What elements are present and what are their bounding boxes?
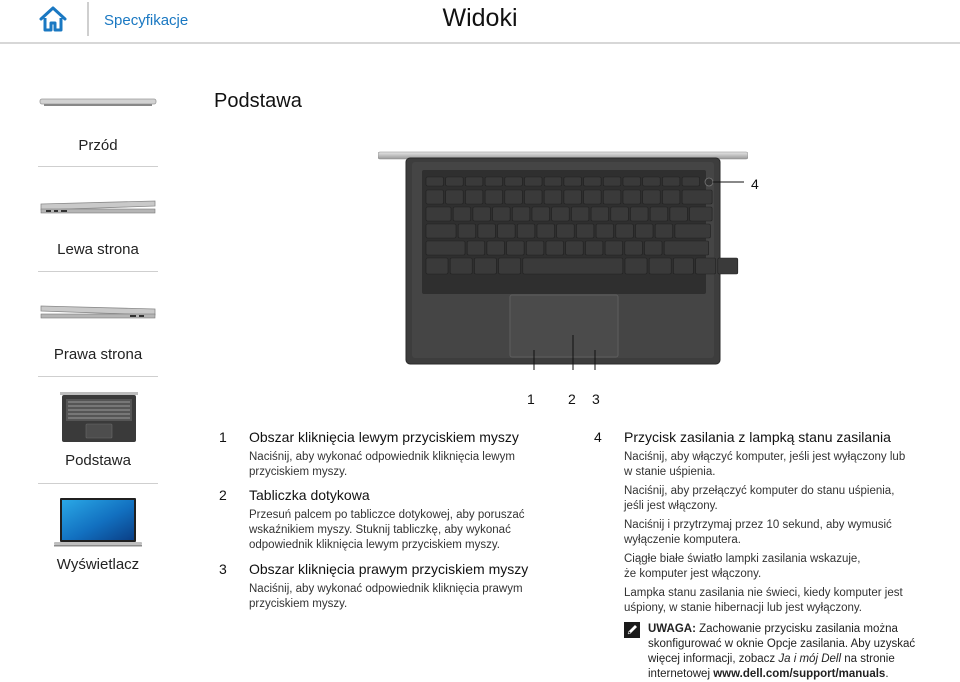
sidebar-item-right-side[interactable] [38, 290, 158, 378]
description-line: Lampka stanu zasilania nie świeci, kiedy komputer jest [624, 587, 903, 599]
keyboard-key [585, 241, 603, 255]
keyboard-key [505, 190, 523, 204]
keyboard-key [623, 190, 641, 204]
keyboard-key [453, 207, 471, 221]
note-line-1 [648, 622, 898, 637]
keyboard-key [696, 258, 716, 274]
keyboard-key [636, 224, 654, 238]
description-line: uśpiony, w stanie hibernacji lub jest wyłączony. [624, 602, 862, 614]
keyboard-key [525, 190, 543, 204]
keyboard-key [584, 190, 602, 204]
keyboard-key [591, 207, 609, 221]
keyboard-key [487, 241, 505, 255]
keyboard-key [557, 224, 575, 238]
description-number: 2 [219, 487, 227, 503]
keyboard-key [446, 190, 464, 204]
keyboard-key [485, 190, 503, 204]
description-line: jeśli jest włączony. [624, 500, 718, 512]
description-title: Obszar kliknięcia lewym przyciskiem myszy [249, 429, 519, 445]
laptop-right-side-thumbnail [38, 303, 158, 321]
keyboard-key [625, 258, 647, 274]
keyboard-key [664, 241, 709, 255]
description-line: Naciśnij i przytrzymaj przez 10 sekund, aby wymusić [624, 519, 892, 531]
description-item-1 [219, 429, 579, 479]
laptop-left-side-thumbnail [38, 198, 158, 216]
keyboard-key [623, 177, 641, 186]
keyboard-key [544, 177, 562, 186]
pencil-note-icon [624, 622, 640, 638]
section-title: Podstawa [214, 90, 302, 112]
keyboard-key [625, 241, 643, 255]
note-text: więcej informacji, zobacz [648, 653, 779, 665]
keyboard-key [426, 207, 451, 221]
note-line-2: skonfigurować w oknie Opcje zasilania. Aby uzyskać [648, 638, 916, 650]
keyboard-key [603, 190, 621, 204]
keyboard-key [426, 190, 444, 204]
sidebar-item-base[interactable] [38, 392, 158, 484]
keyboard-key [512, 207, 530, 221]
sidebar-item-left-side[interactable] [38, 185, 158, 273]
keyboard-key [474, 258, 496, 274]
description-number: 1 [219, 429, 227, 445]
keyboard-key [478, 224, 496, 238]
keyboard-key [485, 177, 503, 186]
keyboard-key [718, 258, 738, 274]
description-line: Naciśnij, aby wykonać odpowiednik kliknięcia lewym [249, 451, 515, 463]
laptop-base-thumbnail [38, 392, 158, 444]
keyboard-key [493, 207, 511, 221]
keyboard-key [465, 177, 483, 186]
keyboard-key [643, 177, 661, 186]
keyboard-key [517, 224, 535, 238]
keyboard-key [498, 224, 515, 238]
callout-1: 1 [527, 391, 535, 407]
note-text: internetowej [648, 668, 714, 680]
manuals-link[interactable]: www.dell.com/support/manuals [713, 668, 886, 680]
laptop-display-thumbnail [38, 498, 158, 548]
keyboard-key [603, 177, 621, 186]
description-line: przyciskiem myszy. [249, 466, 348, 478]
callout-4: 4 [751, 176, 759, 192]
sidebar-item-display[interactable] [38, 498, 158, 586]
sidebar-item-label: Lewa strona [57, 241, 139, 258]
keyboard-key [682, 177, 700, 186]
keyboard-key [649, 258, 671, 274]
sidebar-separator [38, 483, 158, 484]
description-number: 3 [219, 561, 227, 577]
sidebar-separator [38, 376, 158, 377]
note-text: . [885, 668, 889, 680]
keyboard-key [690, 207, 713, 221]
keyboard-key [675, 224, 711, 238]
keyboard-key [426, 258, 448, 274]
keyboard-key [566, 241, 584, 255]
description-line: Naciśnij, aby włączyć komputer, jeśli jest wyłączony lub [624, 451, 906, 463]
keyboard-key [616, 224, 634, 238]
keyboard-key [523, 258, 623, 274]
keyboard-key [596, 224, 614, 238]
description-line: Naciśnij, aby wykonać odpowiednik kliknięcia prawym [249, 583, 523, 595]
keyboard-key [682, 190, 712, 204]
keyboard-key [643, 190, 661, 204]
keyboard-key [584, 177, 602, 186]
keyboard-key [525, 177, 543, 186]
keyboard-key [631, 207, 649, 221]
keyboard-key [505, 177, 523, 186]
note-text: Zachowanie przycisku zasilania można [695, 623, 898, 635]
keyboard-key [426, 241, 465, 255]
keyboard-key [499, 258, 521, 274]
keyboard-key [473, 207, 491, 221]
sidebar-item-label: Podstawa [65, 452, 131, 469]
description-item-3 [219, 561, 579, 611]
keyboard-key [605, 241, 623, 255]
keyboard-key [507, 241, 524, 255]
callout-3: 3 [592, 391, 600, 407]
sidebar-item-label: Przód [78, 137, 118, 154]
sidebar-separator [38, 271, 158, 272]
keyboard-key [446, 177, 464, 186]
description-line: odpowiednik kliknięcia lewym przyciskiem myszy. [249, 539, 500, 551]
sidebar-item-label: Prawa strona [53, 346, 143, 363]
keyboard-key [611, 207, 629, 221]
description-title: Obszar kliknięcia prawym przyciskiem myszy [249, 561, 529, 577]
keyboard-key [564, 190, 582, 204]
page-title: Widoki [442, 4, 518, 32]
description-line: wskaźnikiem myszy. Stuknij tabliczkę, aby wykonać [249, 524, 511, 536]
keyboard-key [673, 258, 693, 274]
keyboard-key [571, 207, 589, 221]
description-line: w stanie uśpienia. [624, 466, 716, 478]
keyboard-key [670, 207, 688, 221]
note-block [624, 620, 954, 682]
laptop-front-thumbnail [38, 95, 158, 109]
callout-2: 2 [568, 391, 576, 407]
keyboard-key [662, 190, 680, 204]
note-line-3 [648, 652, 895, 667]
note-line-4 [648, 667, 889, 682]
laptop-base-illustration [378, 150, 748, 370]
note-doc-title: Ja i mój Dell [778, 653, 842, 665]
keyboard-key [537, 224, 555, 238]
description-line: Ciągłe białe światło lampki zasilania wskazuje, [624, 553, 861, 565]
description-title: Przycisk zasilania z lampką stanu zasilania [624, 429, 891, 445]
note-label: UWAGA: [648, 623, 696, 635]
keyboard-key [650, 207, 668, 221]
description-title: Tabliczka dotykowa [249, 487, 370, 503]
keyboard-key [426, 224, 456, 238]
description-item-2 [219, 487, 579, 555]
keyboard-key [564, 177, 582, 186]
description-line: że komputer jest włączony. [624, 568, 762, 580]
keyboard-key [552, 207, 570, 221]
description-line: przyciskiem myszy. [249, 598, 348, 610]
header [0, 0, 960, 44]
description-item-4 [594, 429, 954, 619]
keyboard-key [458, 224, 476, 238]
description-line: Przesuń palcem po tabliczce dotykowej, aby poruszać [249, 509, 525, 521]
keyboard-key [526, 241, 544, 255]
specifications-link[interactable]: Specyfikacje [104, 12, 189, 29]
note-text: na stronie [841, 653, 895, 665]
sidebar-separator [38, 166, 158, 167]
sidebar-item-front[interactable] [38, 80, 158, 168]
description-line: Naciśnij, aby przełączyć komputer do stanu uśpienia, [624, 485, 895, 497]
keyboard-key [645, 241, 663, 255]
keyboard-key [576, 224, 594, 238]
keyboard-key [450, 258, 472, 274]
keyboard-key [655, 224, 673, 238]
keyboard-key [546, 241, 564, 255]
keyboard-key [532, 207, 550, 221]
description-line: wyłączenie komputera. [624, 534, 741, 546]
keyboard-key [426, 177, 444, 186]
keyboard-key [467, 241, 485, 255]
sidebar-item-label: Wyświetlacz [56, 556, 140, 573]
keyboard-key [544, 190, 562, 204]
description-number: 4 [594, 429, 602, 445]
keyboard-key [465, 190, 483, 204]
keyboard-key [662, 177, 680, 186]
